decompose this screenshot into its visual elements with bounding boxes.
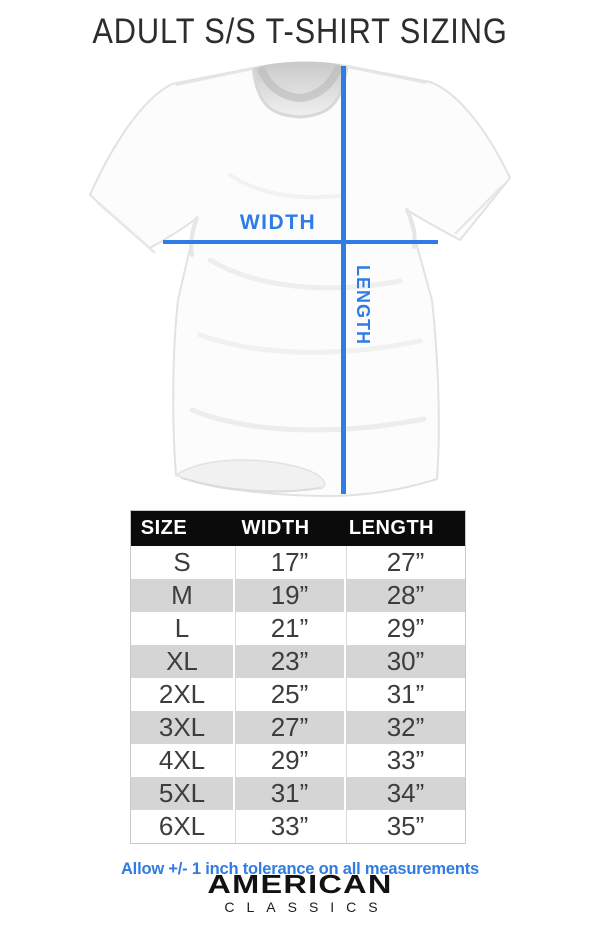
size-table <box>130 510 466 844</box>
table-row <box>131 678 465 711</box>
width-cell: 29” <box>233 744 344 777</box>
header-cell-size: SIZE <box>131 511 233 546</box>
size-cell: 5XL <box>131 777 233 810</box>
size-cell: XL <box>131 645 233 678</box>
length-cell: 28” <box>344 579 465 612</box>
brand-name-classics: CLASSICS <box>224 899 390 915</box>
length-cell: 33” <box>344 744 465 777</box>
header-cell-length: LENGTH <box>344 511 465 546</box>
width-cell: 27” <box>233 711 344 744</box>
brand-name-american: AMERICAN <box>207 869 393 899</box>
length-cell: 35” <box>344 810 465 843</box>
size-cell: 4XL <box>158 745 206 775</box>
table-row <box>131 711 465 744</box>
table-row <box>131 777 465 810</box>
size-cell: 3XL <box>131 711 233 744</box>
size-cell: M <box>131 579 233 612</box>
length-cell: 31” <box>344 678 465 711</box>
width-cell: 17” <box>233 546 344 579</box>
width-label: WIDTH <box>239 211 317 234</box>
size-cell: S <box>173 547 191 577</box>
length-cell: 30” <box>344 645 465 678</box>
length-cell: 27” <box>344 546 465 579</box>
page-title: ADULT S/S T-SHIRT SIZING <box>92 12 508 51</box>
tshirt-illustration <box>0 55 600 505</box>
size-table-header <box>131 511 465 546</box>
table-row <box>131 744 465 777</box>
table-row <box>131 645 465 678</box>
tolerance-note: Allow +/- 1 inch tolerance on all measurements <box>120 859 480 878</box>
size-cell: 6XL <box>158 811 206 841</box>
width-cell: 31” <box>233 777 344 810</box>
length-measure-line <box>341 66 346 494</box>
width-measure-line <box>163 240 438 244</box>
width-cell: 19” <box>233 579 344 612</box>
table-row <box>131 546 465 579</box>
length-label: LENGTH <box>353 265 373 345</box>
length-cell: 29” <box>344 612 465 645</box>
length-cell: 34” <box>344 777 465 810</box>
width-cell: 25” <box>233 678 344 711</box>
width-cell: 23” <box>233 645 344 678</box>
table-row <box>131 579 465 612</box>
width-cell: 21” <box>233 612 344 645</box>
size-cell: L <box>174 613 190 643</box>
tshirt-diagram <box>0 55 600 505</box>
width-cell: 33” <box>233 810 344 843</box>
table-row <box>131 612 465 645</box>
header-cell-width: WIDTH <box>233 511 344 546</box>
length-cell: 32” <box>344 711 465 744</box>
size-table-body <box>131 546 465 843</box>
table-row <box>131 810 465 843</box>
size-cell: 2XL <box>158 679 206 709</box>
